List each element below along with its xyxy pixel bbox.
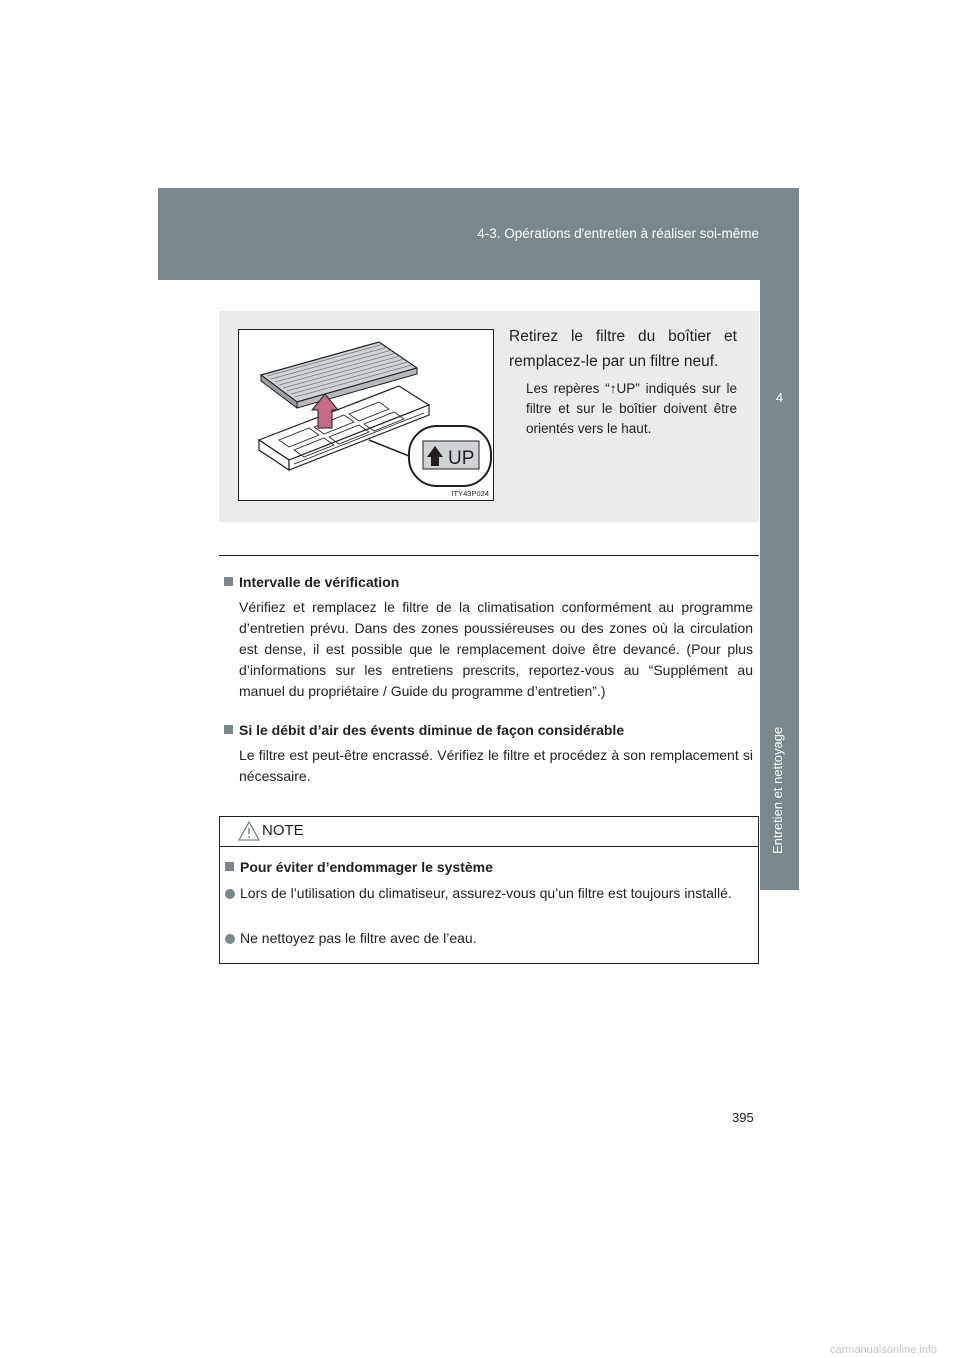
watermark: carmanualsonline.info [830, 1344, 938, 1356]
step-instruction-line2: remplacez-le par un filtre neuf. [509, 353, 719, 370]
divider [219, 555, 759, 556]
chapter-label: Entretien et nettoyage [770, 726, 785, 854]
step-instruction-line1: Retirez le filtre du boîtier et [509, 328, 737, 345]
section-text-interval: Vérifiez et remplacez le filtre de la climatisation conformément au programme d’entretien prévu. Dans des zones poussiéreuses ou des zones où la circulation est dense, il est possible que le remplacement doive être devancé. (Pour plus d’informations sur les entretiens prescrits, reportez-vous au “Supplément au manuel du propriétaire / Guide du programme d’entretien”.) [239, 599, 753, 699]
step-note: Les repères “↑UP” indiqués sur le filtre et sur le boîtier doivent être orientés vers le haut. [526, 381, 737, 436]
section-header [158, 188, 799, 280]
note-header [220, 817, 758, 847]
square-bullet-icon [224, 725, 233, 734]
note-item: Ne nettoyez pas le filtre avec de l’eau. [225, 928, 755, 949]
section-text-airflow: Le filtre est peut-être encrassé. Vérifiez le filtre et procédez à son remplacement si nécessaire. [239, 747, 753, 784]
circle-bullet-icon [225, 889, 235, 899]
circle-bullet-icon [225, 934, 235, 944]
note-label: NOTE [262, 822, 304, 839]
chapter-number: 4 [775, 390, 784, 405]
step-box [219, 311, 759, 522]
section-title: 4-3. Opérations d'entretien à réaliser soi-même [477, 226, 759, 241]
up-marker-label: UP [448, 448, 475, 469]
step-instruction [509, 324, 737, 374]
figure-code: ITY43P024 [451, 489, 489, 498]
chapter-tab [760, 280, 799, 890]
warning-icon [238, 820, 260, 842]
section-heading-airflow: Si le débit d’air des évents diminue de façon considérable [224, 722, 624, 738]
section-heading-interval: Intervalle de vérification [224, 574, 399, 590]
note-box [219, 816, 759, 964]
note-title: Pour éviter d’endommager le système [225, 859, 493, 875]
filter-illustration [238, 329, 494, 501]
note-item: Lors de l’utilisation du climatiseur, assurez-vous qu’un filtre est toujours installé. [225, 883, 755, 904]
square-bullet-icon [224, 577, 233, 586]
square-bullet-icon [225, 862, 234, 871]
page-number: 395 [732, 1110, 754, 1125]
